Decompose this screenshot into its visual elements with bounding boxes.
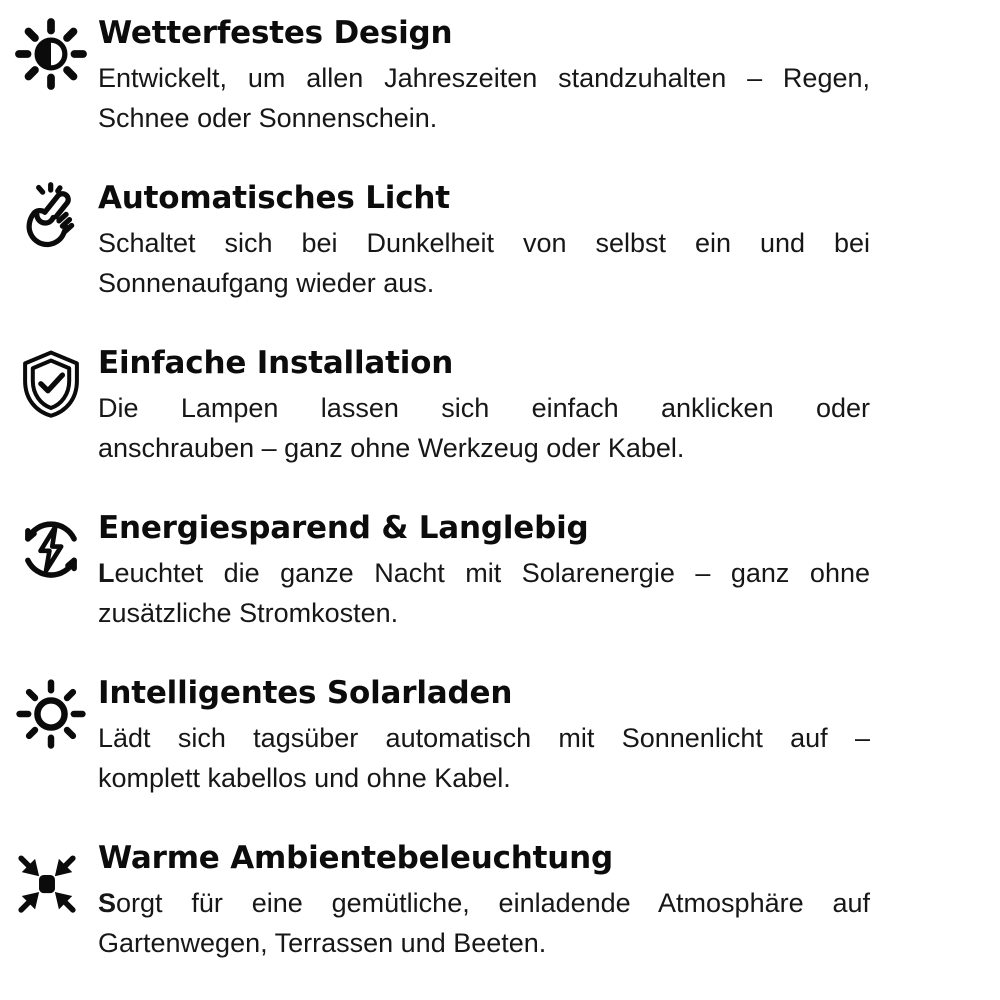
lead-letter: S	[98, 888, 117, 919]
description-line-2: Sonnenaufgang wieder aus.	[98, 268, 435, 299]
feature-title: Energiesparend & Langlebig	[98, 510, 589, 546]
feature-description	[98, 883, 870, 963]
feature-description	[98, 388, 870, 468]
feature-title: Intelligentes Solarladen	[98, 675, 513, 711]
collapse-arrows-icon	[14, 840, 98, 916]
feature-easy-installation	[14, 345, 870, 480]
feature-automatic-light	[14, 180, 870, 315]
description-line-2: komplett kabellos und ohne Kabel.	[98, 763, 511, 794]
feature-smart-solar-charging	[14, 675, 870, 810]
sun-half-icon	[14, 15, 98, 91]
feature-title: Wetterfestes Design	[98, 15, 453, 51]
description-line-2: anschrauben – ganz ohne Werkzeug oder Kabel.	[98, 433, 685, 464]
description-line-2: Gartenwegen, Terrassen und Beeten.	[98, 928, 547, 959]
lead-letter: L	[98, 558, 115, 589]
feature-warm-ambient-light	[14, 840, 870, 975]
feature-description	[98, 553, 870, 633]
feature-description	[98, 718, 870, 798]
feature-weatherproof-design	[14, 15, 870, 150]
feature-title: Automatisches Licht	[98, 180, 450, 216]
description-line-1: orgt für eine gemütliche, einladende Atmosphäre auf	[116, 888, 870, 919]
description-line-1: Schaltet sich bei Dunkelheit von selbst ein und bei	[98, 228, 870, 259]
description-line-2: Schnee oder Sonnenschein.	[98, 103, 438, 134]
description-line-2: zusätzliche Stromkosten.	[98, 598, 399, 629]
feature-title: Warme Ambientebeleuchtung	[98, 840, 613, 876]
description-line-1: euchtet die ganze Nacht mit Solarenergie – ganz ohne	[114, 558, 870, 589]
feature-description	[98, 58, 870, 138]
sun-outline-icon	[14, 675, 98, 751]
snap-fingers-icon	[14, 180, 98, 256]
feature-energy-saving	[14, 510, 870, 645]
description-line-1: Entwickelt, um allen Jahreszeiten standzuhalten – Regen,	[98, 63, 870, 94]
feature-description	[98, 223, 870, 303]
energy-cycle-icon	[14, 510, 98, 586]
description-line-1: Lädt sich tagsüber automatisch mit Sonnenlicht auf –	[98, 723, 870, 754]
feature-title: Einfache Installation	[98, 345, 454, 381]
description-line-1: Die Lampen lassen sich einfach anklicken oder	[98, 393, 870, 424]
shield-check-icon	[14, 345, 98, 421]
